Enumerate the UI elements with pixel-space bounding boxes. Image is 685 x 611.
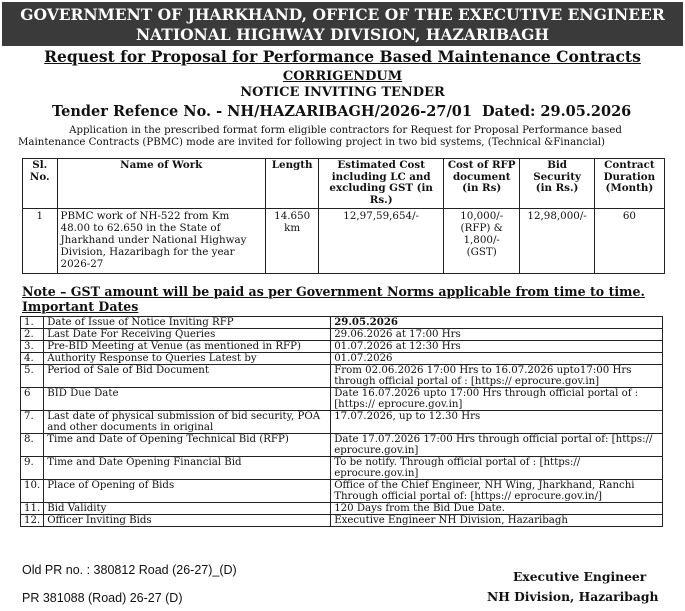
date-label: Last date of physical submission of bid security, POA and other documents in original — [44, 411, 331, 434]
intro-line-1: Application in the prescribed format form eligible contractors for Request for Proposal Performance based — [69, 125, 622, 136]
table-row — [21, 503, 663, 515]
date-label: Bid Validity — [44, 503, 331, 515]
date-no: 5. — [21, 365, 44, 388]
date-value: Date 17.07.2026 17:00 Hrs through official portal of: [https:// eprocure.gov.in] — [331, 434, 663, 457]
date-value: 120 Days from the Bid Due Date. — [331, 503, 663, 515]
date-label: Period of Sale of Bid Document — [44, 365, 331, 388]
date-value: To be notify. Through official portal of : [https:// eprocure.gov.in] — [331, 457, 663, 480]
date-value: Executive Engineer NH Division, Hazaribagh — [331, 515, 663, 527]
date-label: Authority Response to Queries Latest by — [44, 353, 331, 365]
date-value: 29.05.2026 — [331, 317, 663, 329]
signature-title: Executive Engineer — [513, 569, 647, 584]
cell-length: 14.650 km — [265, 209, 318, 274]
header-length: Length — [265, 159, 318, 209]
date-no: 4. — [21, 353, 44, 365]
table-row — [21, 365, 663, 388]
cell-bid-security: 12,98,000/- — [520, 209, 594, 274]
date-label: Officer Inviting Bids — [44, 515, 331, 527]
rfp-title: Request for Proposal for Performance Based Maintenance Contracts — [44, 47, 641, 66]
table-row — [21, 353, 663, 365]
tender-reference: Tender Refence No. - NH/HAZARIBAGH/2026-27/01 — [52, 103, 472, 120]
date-label: Place of Opening of Bids — [44, 480, 331, 503]
table-row — [21, 411, 663, 434]
cell-estimated-cost: 12,97,59,654/- — [319, 209, 444, 274]
table-row — [21, 457, 663, 480]
cell-rfp-cost: 10,000/- (RFP) & 1,800/- (GST) — [443, 209, 519, 274]
date-value: 01.07.2026 at 12:30 Hrs — [331, 341, 663, 353]
table-row — [21, 434, 663, 457]
date-no: 9. — [21, 457, 44, 480]
table-row — [21, 341, 663, 353]
date-label: Time and Date Opening Financial Bid — [44, 457, 331, 480]
header-contract-duration: Contract Duration (Month) — [594, 159, 664, 209]
work-table-header — [23, 159, 665, 209]
cell-sl: 1 — [23, 209, 58, 274]
header-rfp-cost: Cost of RFP document (in Rs) — [443, 159, 519, 209]
important-dates-title: Important Dates — [22, 299, 139, 314]
table-row — [21, 317, 663, 329]
date-label: BID Due Date — [44, 388, 331, 411]
header-band — [2, 2, 683, 46]
date-no: 1. — [21, 317, 44, 329]
date-no: 3. — [21, 341, 44, 353]
table-row — [21, 329, 663, 341]
date-no: 10. — [21, 480, 44, 503]
old-pr-number: Old PR no. : 380812 Road (26-27)_(D) — [22, 563, 237, 577]
tender-date: Dated: 29.05.2026 — [482, 103, 632, 120]
date-value: 17.07.2026, up to 12.30 Hrs — [331, 411, 663, 434]
date-no: 8. — [21, 434, 44, 457]
date-no: 11. — [21, 503, 44, 515]
header-line-1: GOVERNMENT OF JHARKHAND, OFFICE OF THE EXECUTIVE ENGINEER — [20, 5, 665, 24]
date-value: Date 16.07.2026 upto 17:00 Hrs through official portal of : [https:// eprocure.gov.in] — [331, 388, 663, 411]
date-label: Date of Issue of Notice Inviting RFP — [44, 317, 331, 329]
header-estimated-cost: Estimated Cost including LC and excluding GST (in Rs.) — [319, 159, 444, 209]
date-label: Time and Date of Opening Technical Bid (RFP) — [44, 434, 331, 457]
table-row — [21, 480, 663, 503]
cell-contract-duration: 60 — [594, 209, 664, 274]
date-value: Office of the Chief Engineer, NH Wing, Jharkhand, Ranchi Through official portal of: [https:// eprocure.gov.in/] — [331, 480, 663, 503]
date-value: From 02.06.2026 17:00 Hrs to 16.07.2026 upto17:00 Hrs through official portal of : [https:// eprocure.gov.in] — [331, 365, 663, 388]
intro-line-2: Maintenance Contracts (PBMC) mode are invited for following project in two bid systems, (Technical &Financial) — [18, 137, 605, 148]
table-row — [21, 515, 663, 527]
date-value: 01.07.2026 — [331, 353, 663, 365]
date-value: 29.06.2026 at 17:00 Hrs — [331, 329, 663, 341]
corrigendum-heading: CORRIGENDUM — [282, 69, 403, 84]
work-table — [22, 158, 665, 274]
header-name-of-work: Name of Work — [57, 159, 265, 209]
gst-note: Note – GST amount will be paid as per Government Norms applicable from time to time. — [22, 284, 645, 299]
pr-number: PR 381088 (Road) 26-27 (D) — [22, 591, 183, 605]
date-no: 12. — [21, 515, 44, 527]
table-row — [23, 209, 665, 274]
header-bid-security: Bid Security (in Rs.) — [520, 159, 594, 209]
date-no: 7. — [21, 411, 44, 434]
header-sl: Sl. No. — [23, 159, 58, 209]
nit-heading: NOTICE INVITING TENDER — [240, 85, 445, 100]
table-row — [21, 388, 663, 411]
date-no: 6 — [21, 388, 44, 411]
important-dates-table — [20, 316, 663, 527]
date-no: 2. — [21, 329, 44, 341]
date-label: Pre-BID Meeting at Venue (as mentioned in RFP) — [44, 341, 331, 353]
cell-name-of-work: PBMC work of NH-522 from Km 48.00 to 62.650 in the State of Jharkhand under National Highway Division, Hazaribagh for the year 2026-27 — [57, 209, 265, 274]
intro-paragraph — [18, 125, 673, 149]
signature-office: NH Division, Hazaribagh — [487, 589, 659, 604]
date-label: Last Date For Receiving Queries — [44, 329, 331, 341]
header-line-2: NATIONAL HIGHWAY DIVISION, HAZARIBAGH — [135, 25, 550, 44]
